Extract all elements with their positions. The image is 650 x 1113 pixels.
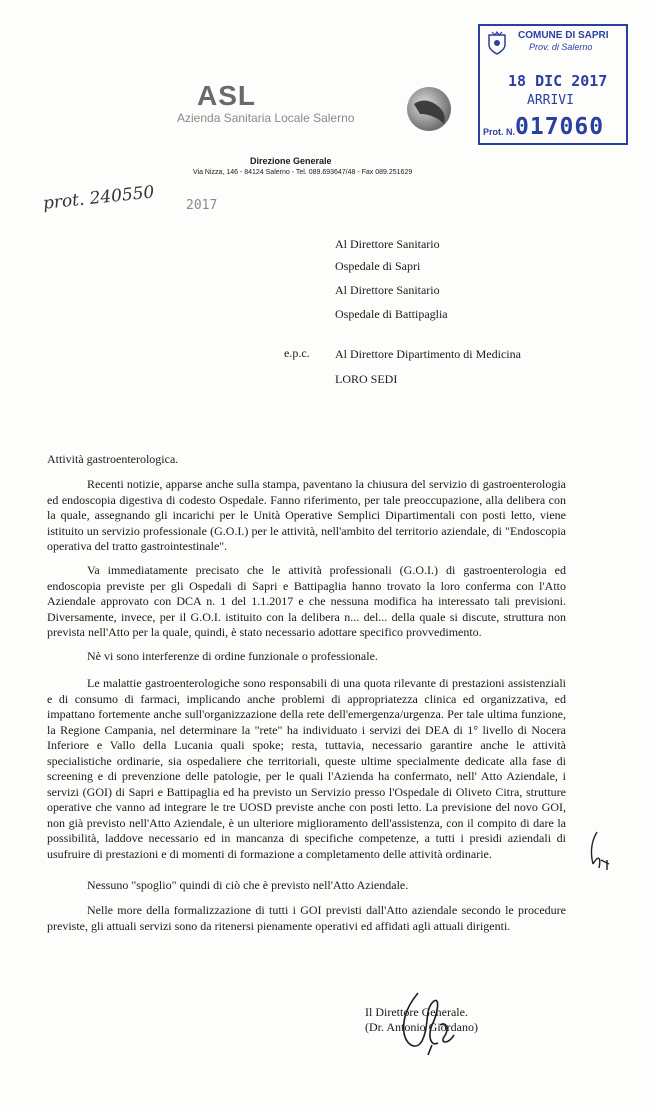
- body-paragraph: Recenti notizie, apparse anche sulla stampa, paventano la chiusura del servizio di gastroenterologia ed endoscopia digestiva di codesto Ospedale. Fanno riferimento, per tale preoccupazione, alla delibera con la quale, assegnando gli incarichi per le Unità Operative Semplici Dipartimentali con posti letto, viene istituito un servizio professionale (G.O.I.) per le attività, nell'ambito del territorio aziendale, di "Endoscopia operativa del tratto gastrointestinale".: [47, 477, 566, 553]
- recipient-line: Al Direttore Sanitario: [335, 283, 440, 297]
- crest-icon: [484, 31, 510, 55]
- stamp-comune: COMUNE DI SAPRI: [518, 30, 609, 41]
- body-paragraph: Nelle more della formalizzazione di tutti i GOI previsti dall'Atto aziendale secondo le procedure previste, gli attuali servizi sono da ritenersi pienamente operativi ed affidati agli attuali dirigenti.: [47, 903, 566, 933]
- stamp-prot-number: 017060: [515, 114, 605, 140]
- address-line: Via Nizza, 146 - 84124 Salerno - Tel. 089.693647/48 - Fax 089.251629: [193, 169, 413, 176]
- cc-label: e.p.c.: [284, 346, 310, 360]
- body-paragraph: Nè vi sono interferenze di ordine funzionale o professionale.: [87, 649, 378, 663]
- stamp-date: 18 DIC 2017: [508, 72, 608, 90]
- body-paragraph: Le malattie gastroenterologiche sono responsabili di una quota rilevante di prestazioni assistenziali e di consumo di farmaci, implicando anche problemi di appropriatezza clinica ed organizzativa, ed impattano fortemente anche sull'organizzazione della rete dell'emergenza/urgenza. Per tale ultima funzione, la Regione Campania, nel determinare la "rete" ha individuato i servizi dei DEA di 1° livello di Nocera Inferiore e Vallo della Lucania quali spoke; resta, tuttavia, necessario garantire anche le attività specialistiche ordinarie, sia ospedaliere che territoriali, queste ultime specialmente dedicate alla fase di screening e di prevenzione delle patologie, per le quali l'Azienda ha confermato, nell' Atto Aziendale, i servizi (GOI) di Sapri e Battipaglia ed ha previsto un Servizio presso l'Ospedale di Oliveto Citra, strutture operative che vanno ad integrare le tre UOSD previste anche con posti letto. La previsione del novo GOI, non già previsto nell'Atto Aziendale, è un ulteriore miglioramento dell'assistenza, con il compito di dare la possibilità, laddove necessario ed in mancanza di specifiche competenze, a tutti i presidi aziendali di usufruire di prestazioni e di momenti di formazione a completamento delle attività ordinarie.: [47, 676, 566, 861]
- stamp-provincia: Prov. di Salerno: [529, 42, 593, 52]
- signature-name: (Dr. Antonio Giordano): [365, 1020, 478, 1034]
- signature-title: Il Direttore Generale.: [365, 1005, 468, 1019]
- subject-line: Attività gastroenterologica.: [47, 452, 179, 466]
- asl-logo-icon: [400, 84, 458, 134]
- body-paragraph: Va immediatamente precisato che le attività professionali (G.O.I.) di gastroenterologia ed endoscopia previste per gli Ospedali di Sapri e Battipaglia hanno trovato la loro conferma con l'Atto Aziendale approvato con DCA n. 1 del 1.1.2017 e che nessuna modifica ha interessato tali previsioni. Diversamente, invece, per il G.O.I. istituito con la delibera n... del... della quale si discute, struttura non prevista nell'Atto per la quale, quindi, è stato necessario adottare specifico provvedimento.: [47, 563, 566, 639]
- recipient-line: Al Direttore Sanitario: [335, 237, 440, 251]
- margin-initials-icon: [585, 830, 613, 875]
- department-name: Direzione Generale: [250, 156, 332, 166]
- recipient-line: Al Direttore Dipartimento di Medicina: [335, 347, 521, 361]
- body-paragraph: Nessuno "spoglio" quindi di ciò che è previsto nell'Atto Aziendale.: [87, 878, 409, 892]
- stamp-arrivi: ARRIVI: [527, 93, 574, 108]
- protocol-stamp: [478, 24, 628, 145]
- faded-date-stamp: 2017: [186, 198, 218, 213]
- signature-icon: [388, 985, 488, 1065]
- recipient-line: Ospedale di Sapri: [335, 259, 421, 273]
- stamp-prot-label: Prot. N.: [483, 127, 516, 137]
- handwritten-protocol: prot. 240550: [42, 182, 156, 214]
- logo-subtitle: Azienda Sanitaria Locale Salerno: [177, 111, 355, 125]
- recipient-line: Ospedale di Battipaglia: [335, 307, 448, 321]
- logo-asl: ASL: [197, 80, 256, 111]
- recipient-line: LORO SEDI: [335, 372, 398, 386]
